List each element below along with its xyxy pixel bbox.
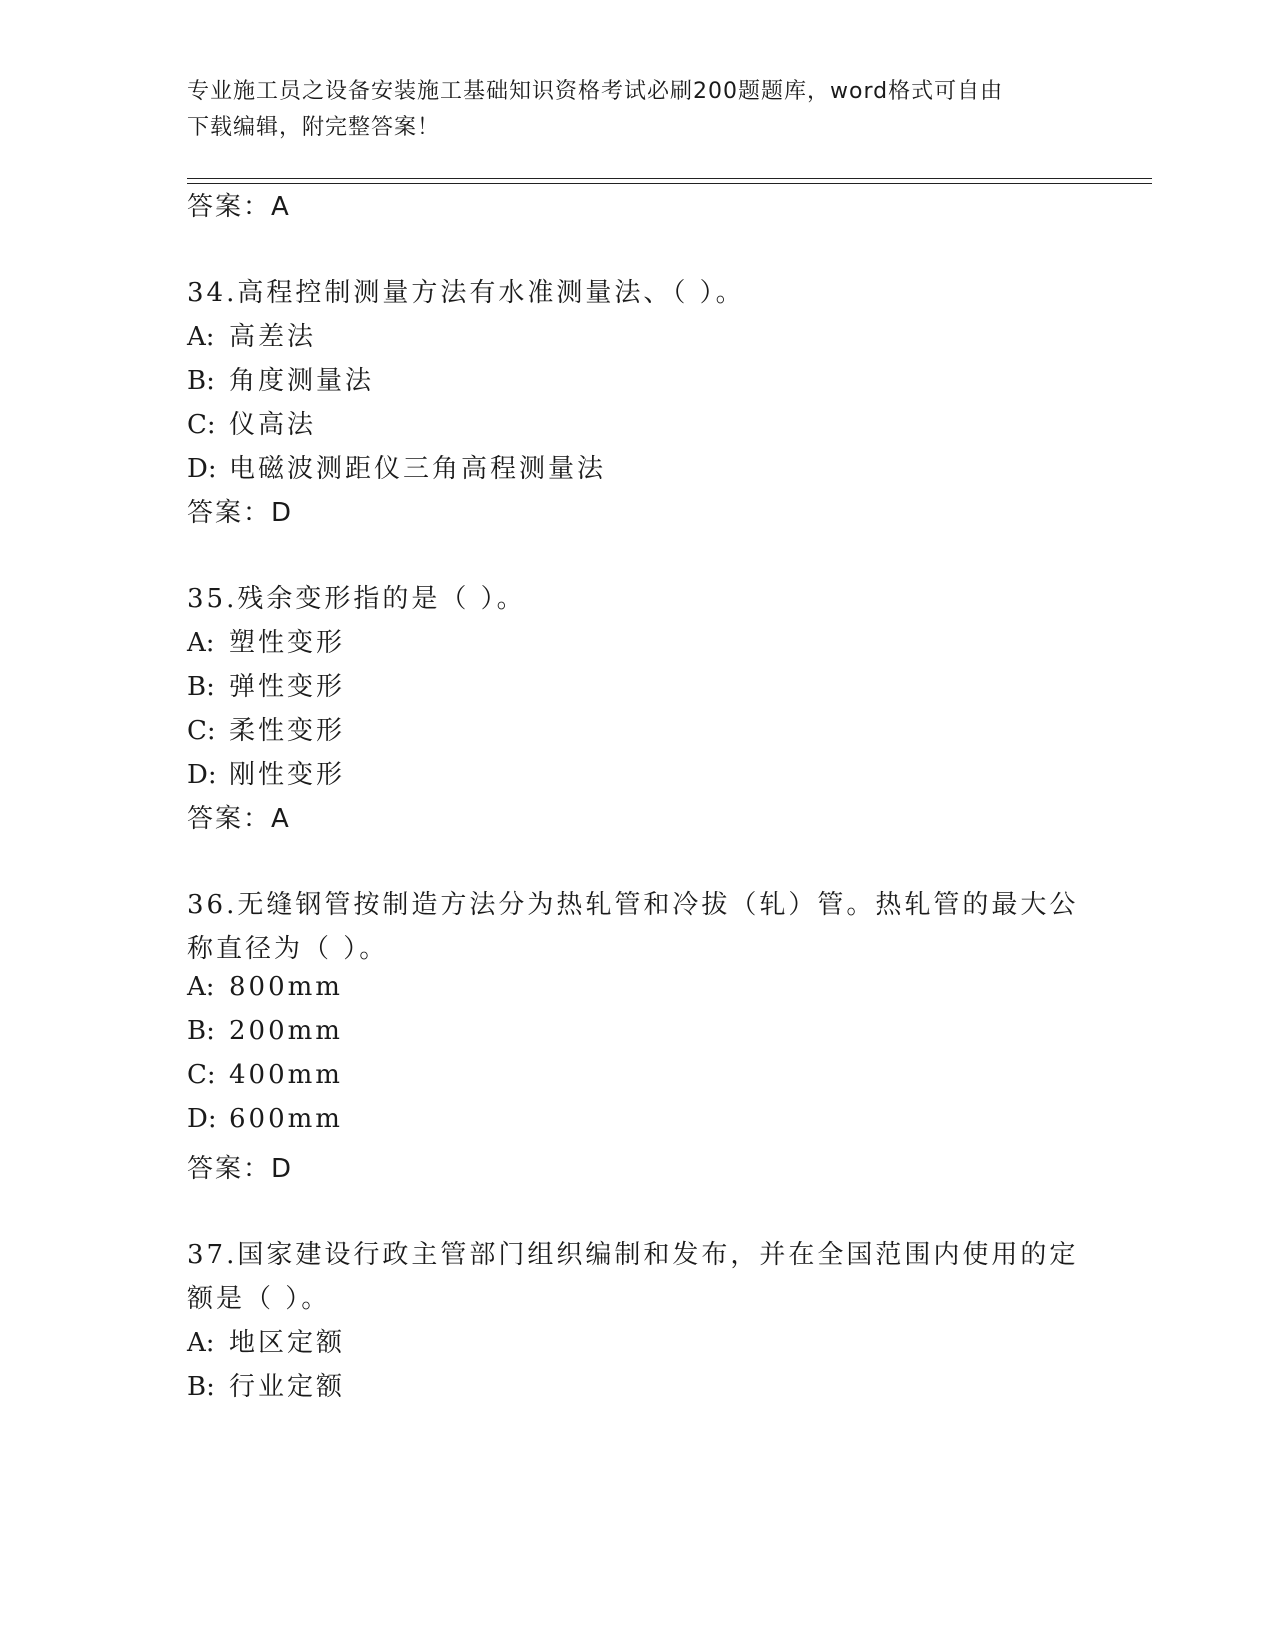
header-line-1: 专业施工员之设备安装施工基础知识资格考试必刷200题题库，word格式可自由 [187,79,1004,104]
option-key: A: [187,972,215,1002]
question-35-option-b [187,666,345,703]
question-35-answer: 答案：A [187,804,291,834]
option-key: B: [187,1016,215,1046]
option-key: A: [187,628,215,658]
option-text: 柔性变形 [229,716,346,746]
question-34-option-d [187,448,606,485]
question-37-option-b [187,1366,345,1403]
option-text: 800mm [229,972,343,1002]
question-36-option-a [187,972,343,1002]
question-36-stem-line-1: 36.无缝钢管按制造方法分为热轧管和冷拔（轧）管。热轧管的最大公 [187,890,1079,920]
option-text: 刚性变形 [229,760,346,790]
option-key: C: [187,1060,216,1090]
header-divider-top [187,178,1152,179]
option-text: 400mm [229,1060,343,1090]
option-key: A: [187,1328,215,1358]
question-36-stem-line-2: 称直径为（ ）。 [187,934,389,964]
question-36-option-d [187,1104,343,1134]
question-37-stem-line-1: 37.国家建设行政主管部门组织编制和发布，并在全国范围内使用的定 [187,1240,1079,1270]
option-key: D: [187,760,217,790]
option-text: 地区定额 [229,1328,346,1358]
header-divider-bottom [187,183,1152,184]
question-34-option-c [187,404,316,441]
header-line-2: 下载编辑，附完整答案！ [187,115,441,140]
option-text: 角度测量法 [229,366,375,396]
option-text: 行业定额 [229,1372,346,1402]
option-key: C: [187,716,216,746]
option-text: 塑性变形 [229,628,346,658]
question-34-option-b [187,360,374,397]
option-key: B: [187,1372,215,1402]
option-text: 电磁波测距仪三角高程测量法 [229,454,607,484]
question-36-option-c [187,1060,343,1090]
question-35-stem: 35.残余变形指的是（ ）。 [187,584,526,614]
question-34-answer: 答案：D [187,498,294,528]
question-37-stem-line-2: 额是（ ）。 [187,1284,331,1314]
option-key: B: [187,672,215,702]
option-key: A: [187,322,215,352]
question-35-option-c [187,710,345,747]
question-35-option-a [187,622,345,659]
option-key: C: [187,410,216,440]
option-key: D: [187,454,217,484]
document-header [187,74,1067,146]
question-34-option-a [187,316,316,353]
option-key: D: [187,1104,217,1134]
answer-previous: 答案：A [187,192,291,222]
option-text: 仪高法 [229,410,317,440]
option-text: 600mm [229,1104,343,1134]
question-37-option-a [187,1322,345,1359]
question-35-option-d [187,754,345,791]
question-36-answer: 答案：D [187,1154,294,1184]
option-text: 200mm [229,1016,343,1046]
question-34-stem: 34.高程控制测量方法有水准测量法、（ ）。 [187,278,745,308]
question-36-option-b [187,1016,343,1046]
option-text: 高差法 [229,322,317,352]
option-text: 弹性变形 [229,672,346,702]
option-key: B: [187,366,215,396]
